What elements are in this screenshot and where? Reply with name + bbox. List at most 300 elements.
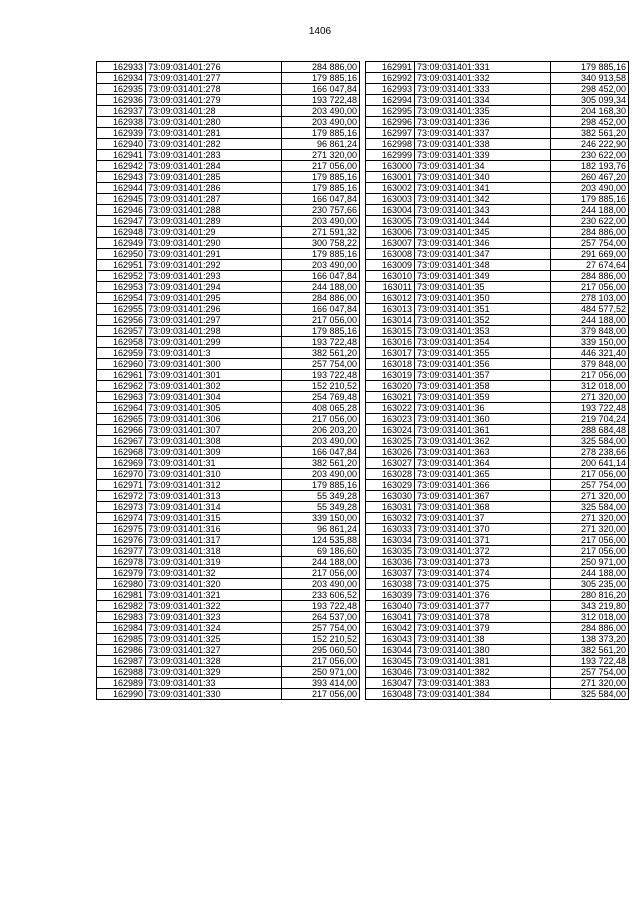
table-row [97,568,360,579]
cadastral-number: 73:09:031401:344 [415,216,551,227]
cadastral-value: 244 188,00 [551,315,629,326]
cadastral-value: 284 886,00 [282,62,360,73]
row-number: 162952 [97,271,146,282]
cadastral-value: 339 150,00 [551,337,629,348]
cadastral-value: 382 561,20 [551,645,629,656]
row-number: 162991 [366,62,415,73]
table-row [97,161,360,172]
row-number: 162990 [97,689,146,700]
row-number: 162948 [97,227,146,238]
row-number: 163002 [366,183,415,194]
cadastral-number: 73:09:031401:372 [415,546,551,557]
row-number: 162982 [97,601,146,612]
row-number: 163036 [366,557,415,568]
table-row [366,194,629,205]
row-number: 163004 [366,205,415,216]
table-row [366,535,629,546]
cadastral-value: 312 018,00 [551,381,629,392]
table-row [97,194,360,205]
row-number: 163038 [366,579,415,590]
cadastral-value: 382 561,20 [282,348,360,359]
cadastral-value: 325 584,00 [551,436,629,447]
table-row [366,282,629,293]
row-number: 163024 [366,425,415,436]
row-number: 163009 [366,260,415,271]
row-number: 162938 [97,117,146,128]
table-row [97,480,360,491]
table-row [366,634,629,645]
cadastral-number: 73:09:031401:364 [415,458,551,469]
table-row [366,227,629,238]
cadastral-value: 182 193,76 [551,161,629,172]
row-number: 163047 [366,678,415,689]
cadastral-value: 284 886,00 [551,271,629,282]
cadastral-number: 73:09:031401:293 [146,271,282,282]
cadastral-value: 312 018,00 [551,612,629,623]
row-number: 162934 [97,73,146,84]
cadastral-value: 193 722,48 [282,95,360,106]
cadastral-number: 73:09:031401:300 [146,359,282,370]
row-number: 162979 [97,568,146,579]
cadastral-value: 217 056,00 [551,370,629,381]
cadastral-number: 73:09:031401:302 [146,381,282,392]
table-row [97,436,360,447]
cadastral-number: 73:09:031401:290 [146,238,282,249]
table-row [366,623,629,634]
cadastral-number: 73:09:031401:335 [415,106,551,117]
table-row [97,216,360,227]
row-number: 163000 [366,161,415,172]
page-number: 1406 [308,26,332,37]
cadastral-value: 166 047,84 [282,271,360,282]
cadastral-value: 393 414,00 [282,678,360,689]
cadastral-number: 73:09:031401:382 [415,667,551,678]
cadastral-number: 73:09:031401:312 [146,480,282,491]
cadastral-value: 217 056,00 [282,315,360,326]
cadastral-number: 73:09:031401:349 [415,271,551,282]
table-row [366,183,629,194]
cadastral-value: 217 056,00 [551,546,629,557]
cadastral-number: 73:09:031401:339 [415,150,551,161]
table-row [366,73,629,84]
cadastral-value: 179 885,16 [282,249,360,260]
row-number: 162970 [97,469,146,480]
cadastral-value: 284 886,00 [551,623,629,634]
table-row [97,315,360,326]
table-row [97,205,360,216]
cadastral-value: 96 861,24 [282,524,360,535]
cadastral-number: 73:09:031401:284 [146,161,282,172]
table-row [97,150,360,161]
cadastral-value: 305 235,00 [551,579,629,590]
table-row [97,359,360,370]
table-row [366,491,629,502]
cadastral-value: 203 490,00 [282,436,360,447]
table-row [97,326,360,337]
row-number: 162992 [366,73,415,84]
row-number: 162978 [97,557,146,568]
table-row [366,348,629,359]
cadastral-value: 340 913,58 [551,73,629,84]
row-number: 162936 [97,95,146,106]
cadastral-value: 382 561,20 [551,128,629,139]
table-row [97,128,360,139]
row-number: 163035 [366,546,415,557]
row-number: 162960 [97,359,146,370]
row-number: 163025 [366,436,415,447]
cadastral-number: 73:09:031401:343 [415,205,551,216]
cadastral-number: 73:09:031401:294 [146,282,282,293]
cadastral-value: 217 056,00 [282,568,360,579]
cadastral-value: 250 971,00 [282,667,360,678]
cadastral-number: 73:09:031401:282 [146,139,282,150]
row-number: 163042 [366,623,415,634]
table-row [366,645,629,656]
cadastral-value: 166 047,84 [282,84,360,95]
cadastral-number: 73:09:031401:297 [146,315,282,326]
cadastral-number: 73:09:031401:357 [415,370,551,381]
cadastral-value: 217 056,00 [551,535,629,546]
cadastral-number: 73:09:031401:308 [146,436,282,447]
cadastral-number: 73:09:031401:277 [146,73,282,84]
row-number: 162941 [97,150,146,161]
table-row [366,414,629,425]
cadastral-number: 73:09:031401:325 [146,634,282,645]
cadastral-value: 260 467,20 [551,172,629,183]
cadastral-value: 152 210,52 [282,634,360,645]
table-row [97,656,360,667]
cadastral-number: 73:09:031401:350 [415,293,551,304]
row-number: 163043 [366,634,415,645]
row-number: 162956 [97,315,146,326]
row-number: 162981 [97,590,146,601]
row-number: 162950 [97,249,146,260]
cadastral-number: 73:09:031401:3 [146,348,282,359]
table-row [366,656,629,667]
table-row [97,524,360,535]
cadastral-number: 73:09:031401:375 [415,579,551,590]
cadastral-value: 298 452,00 [551,117,629,128]
row-number: 162944 [97,183,146,194]
table-row [366,249,629,260]
cadastral-number: 73:09:031401:366 [415,480,551,491]
cadastral-number: 73:09:031401:340 [415,172,551,183]
cadastral-value: 233 606,52 [282,590,360,601]
row-number: 162984 [97,623,146,634]
table-row [97,667,360,678]
row-number: 162994 [366,95,415,106]
row-number: 163031 [366,502,415,513]
cadastral-value: 179 885,16 [282,480,360,491]
cadastral-number: 73:09:031401:374 [415,568,551,579]
table-row [97,172,360,183]
cadastral-number: 73:09:031401:31 [146,458,282,469]
cadastral-number: 73:09:031401:367 [415,491,551,502]
row-number: 162937 [97,106,146,117]
row-number: 163041 [366,612,415,623]
row-number: 162933 [97,62,146,73]
table-row [97,447,360,458]
table-row [97,238,360,249]
row-number: 162983 [97,612,146,623]
cadastral-number: 73:09:031401:373 [415,557,551,568]
table-row [366,590,629,601]
cadastral-value: 179 885,16 [282,172,360,183]
row-number: 163014 [366,315,415,326]
cadastral-value: 217 056,00 [282,414,360,425]
cadastral-number: 73:09:031401:323 [146,612,282,623]
table-row [366,546,629,557]
table-row [97,634,360,645]
cadastral-value: 254 769,48 [282,392,360,403]
cadastral-number: 73:09:031401:377 [415,601,551,612]
row-number: 163030 [366,491,415,502]
cadastral-number: 73:09:031401:334 [415,95,551,106]
cadastral-value: 278 103,00 [551,293,629,304]
row-number: 163017 [366,348,415,359]
cadastral-value: 284 886,00 [551,227,629,238]
cadastral-value: 27 674,64 [551,260,629,271]
cadastral-value: 446 321,40 [551,348,629,359]
table-row [97,139,360,150]
cadastral-number: 73:09:031401:328 [146,656,282,667]
cadastral-number: 73:09:031401:347 [415,249,551,260]
cadastral-value: 179 885,16 [551,194,629,205]
cadastral-value: 379 848,00 [551,359,629,370]
cadastral-value: 193 722,48 [282,370,360,381]
cadastral-value: 55 349,28 [282,502,360,513]
table-row [97,370,360,381]
row-number: 162973 [97,502,146,513]
cadastral-number: 73:09:031401:307 [146,425,282,436]
row-number: 162963 [97,392,146,403]
cadastral-value: 325 584,00 [551,689,629,700]
cadastral-value: 124 535,88 [282,535,360,546]
cadastral-value: 203 490,00 [282,260,360,271]
cadastral-value: 382 561,20 [282,458,360,469]
cadastral-number: 73:09:031401:348 [415,260,551,271]
cadastral-value: 200 641,14 [551,458,629,469]
row-number: 162939 [97,128,146,139]
cadastral-number: 73:09:031401:288 [146,205,282,216]
table-row [366,304,629,315]
row-number: 163010 [366,271,415,282]
cadastral-number: 73:09:031401:34 [415,161,551,172]
table-row [97,557,360,568]
table-row [97,546,360,557]
cadastral-number: 73:09:031401:324 [146,623,282,634]
cadastral-number: 73:09:031401:304 [146,392,282,403]
row-number: 163040 [366,601,415,612]
cadastral-value: 271 320,00 [551,513,629,524]
table-row [97,623,360,634]
table-row [366,84,629,95]
table-row [366,392,629,403]
cadastral-number: 73:09:031401:368 [415,502,551,513]
cadastral-number: 73:09:031401:358 [415,381,551,392]
row-number: 162958 [97,337,146,348]
cadastral-number: 73:09:031401:305 [146,403,282,414]
cadastral-value: 203 490,00 [282,117,360,128]
cadastral-number: 73:09:031401:301 [146,370,282,381]
cadastral-value: 230 757,66 [282,205,360,216]
cadastral-number: 73:09:031401:289 [146,216,282,227]
table-row [97,227,360,238]
cadastral-number: 73:09:031401:346 [415,238,551,249]
cadastral-number: 73:09:031401:330 [146,689,282,700]
cadastral-number: 73:09:031401:321 [146,590,282,601]
row-number: 162959 [97,348,146,359]
row-number: 163045 [366,656,415,667]
table-row [97,249,360,260]
row-number: 162976 [97,535,146,546]
table-row [366,161,629,172]
table-row [97,271,360,282]
row-number: 163007 [366,238,415,249]
cadastral-number: 73:09:031401:295 [146,293,282,304]
row-number: 163044 [366,645,415,656]
cadastral-number: 73:09:031401:341 [415,183,551,194]
cadastral-value: 288 684,48 [551,425,629,436]
row-number: 162975 [97,524,146,535]
cadastral-number: 73:09:031401:345 [415,227,551,238]
row-number: 163027 [366,458,415,469]
cadastral-number: 73:09:031401:285 [146,172,282,183]
cadastral-number: 73:09:031401:281 [146,128,282,139]
table-row [366,612,629,623]
cadastral-number: 73:09:031401:384 [415,689,551,700]
row-number: 162998 [366,139,415,150]
table-row [97,73,360,84]
row-number: 162969 [97,458,146,469]
row-number: 163020 [366,381,415,392]
row-number: 162971 [97,480,146,491]
table-row [366,150,629,161]
table-row [366,172,629,183]
table-row [97,282,360,293]
cadastral-number: 73:09:031401:318 [146,546,282,557]
cadastral-value: 257 754,00 [282,359,360,370]
cadastral-number: 73:09:031401:356 [415,359,551,370]
cadastral-number: 73:09:031401:359 [415,392,551,403]
cadastral-value: 280 816,20 [551,590,629,601]
table-row [366,425,629,436]
cadastral-value: 206 203,20 [282,425,360,436]
row-number: 163037 [366,568,415,579]
table-row [97,392,360,403]
row-number: 163003 [366,194,415,205]
table-row [366,568,629,579]
cadastral-number: 73:09:031401:299 [146,337,282,348]
cadastral-value: 152 210,52 [282,381,360,392]
cadastral-value: 257 754,00 [551,667,629,678]
table-row [97,183,360,194]
row-number: 162995 [366,106,415,117]
cadastral-value: 217 056,00 [282,656,360,667]
cadastral-number: 73:09:031401:313 [146,491,282,502]
row-number: 163026 [366,447,415,458]
table-row [97,469,360,480]
table-row [366,403,629,414]
table-row [366,436,629,447]
cadastral-number: 73:09:031401:381 [415,656,551,667]
table-row [97,348,360,359]
row-number: 163019 [366,370,415,381]
table-row [366,678,629,689]
cadastral-number: 73:09:031401:32 [146,568,282,579]
row-number: 162988 [97,667,146,678]
cadastral-value: 271 320,00 [551,678,629,689]
table-row [366,260,629,271]
row-number: 162964 [97,403,146,414]
table-row [366,502,629,513]
cadastral-value: 408 065,28 [282,403,360,414]
table-row [366,689,629,700]
table-row [97,579,360,590]
cadastral-number: 73:09:031401:365 [415,469,551,480]
cadastral-value: 203 490,00 [282,106,360,117]
row-number: 163033 [366,524,415,535]
table-row [366,271,629,282]
table-row [366,524,629,535]
cadastral-number: 73:09:031401:337 [415,128,551,139]
cadastral-number: 73:09:031401:336 [415,117,551,128]
cadastral-value: 379 848,00 [551,326,629,337]
cadastral-value: 217 056,00 [282,161,360,172]
table-row [97,403,360,414]
cadastral-value: 271 591,32 [282,227,360,238]
cadastral-value: 271 320,00 [551,392,629,403]
row-number: 162985 [97,634,146,645]
table-row [366,216,629,227]
cadastral-value: 193 722,48 [282,601,360,612]
row-number: 162989 [97,678,146,689]
table-row [366,579,629,590]
row-number: 163046 [366,667,415,678]
cadastral-value: 203 490,00 [282,216,360,227]
cadastral-value: 230 622,00 [551,216,629,227]
cadastral-value: 203 490,00 [551,183,629,194]
cadastral-number: 73:09:031401:292 [146,260,282,271]
row-number: 162997 [366,128,415,139]
cadastral-number: 73:09:031401:317 [146,535,282,546]
table-row [366,62,629,73]
register-table-left-body [97,62,360,700]
cadastral-value: 230 622,00 [551,150,629,161]
cadastral-value: 204 168,30 [551,106,629,117]
cadastral-number: 73:09:031401:279 [146,95,282,106]
table-row [97,458,360,469]
row-number: 162942 [97,161,146,172]
cadastral-number: 73:09:031401:287 [146,194,282,205]
cadastral-number: 73:09:031401:338 [415,139,551,150]
cadastral-number: 73:09:031401:316 [146,524,282,535]
table-row [366,458,629,469]
cadastral-number: 73:09:031401:291 [146,249,282,260]
cadastral-number: 73:09:031401:283 [146,150,282,161]
cadastral-value: 298 452,00 [551,84,629,95]
cadastral-number: 73:09:031401:379 [415,623,551,634]
table-row [97,337,360,348]
table-row [97,260,360,271]
cadastral-value: 257 754,00 [282,623,360,634]
cadastral-value: 305 099,34 [551,95,629,106]
cadastral-value: 264 537,00 [282,612,360,623]
cadastral-value: 291 669,00 [551,249,629,260]
table-row [366,557,629,568]
row-number: 163001 [366,172,415,183]
table-row [97,304,360,315]
